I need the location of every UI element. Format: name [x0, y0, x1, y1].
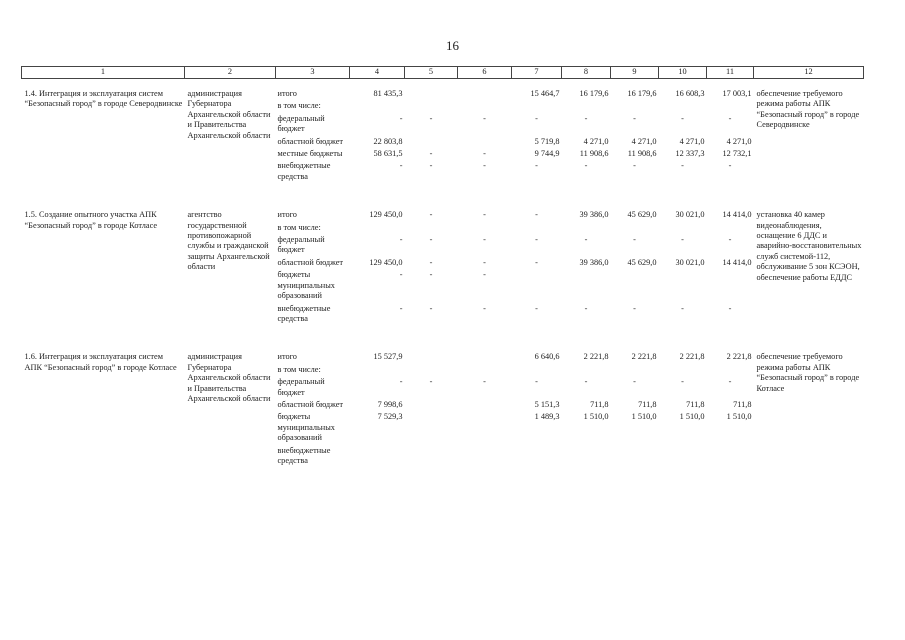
value-cell: -	[633, 161, 636, 171]
value-cell	[405, 137, 458, 149]
value-cell: 22 803,8	[373, 136, 403, 146]
row-label: итого	[277, 352, 297, 362]
value-cell: -	[483, 161, 486, 171]
value-cell: 4 271,0	[679, 136, 705, 146]
value-cell: 129 450,0	[369, 210, 403, 220]
value-cell: 1 510,0	[726, 412, 752, 422]
value-cell: 2 221,8	[631, 352, 657, 362]
section-name: 1.5. Создание опытного участка АПК “Безопасный город” в городе Котласе	[24, 210, 158, 230]
header-cell: 8	[562, 67, 611, 79]
value-cell	[562, 223, 611, 235]
value-cell	[562, 270, 611, 303]
value-cell: 12 337,3	[675, 149, 705, 159]
value-cell: -	[633, 113, 636, 123]
value-cell	[659, 446, 707, 469]
value-cell: 12 732,1	[722, 149, 752, 159]
value-cell: 711,8	[638, 399, 657, 409]
value-cell	[512, 223, 562, 235]
value-cell	[659, 365, 707, 377]
row-label: внебюджетные средства	[277, 445, 331, 465]
value-cell: 14 414,0	[722, 210, 752, 220]
value-cell: -	[633, 377, 636, 387]
value-cell: 711,8	[590, 399, 609, 409]
section-gap	[22, 184, 864, 200]
value-cell	[405, 101, 458, 113]
header-cell: 1	[22, 67, 185, 79]
value-cell	[405, 79, 458, 102]
value-cell: 5 151,3	[534, 399, 560, 409]
value-cell: 4 271,0	[726, 136, 752, 146]
value-cell	[350, 446, 405, 469]
header-cell: 2	[185, 67, 276, 79]
section-executor: администрация Губернатора Архангельской области и Правительства Архангельской области	[187, 89, 271, 140]
value-cell: -	[681, 377, 684, 387]
value-cell: 9 744,9	[534, 149, 560, 159]
value-cell	[405, 400, 458, 412]
value-cell: 711,8	[733, 399, 752, 409]
value-cell: 81 435,3	[373, 89, 403, 98]
value-cell: 15 527,9	[373, 352, 403, 362]
value-cell: 6 640,6	[534, 352, 560, 362]
value-cell: -	[483, 235, 486, 245]
value-cell: -	[584, 235, 588, 245]
row-label: федеральный бюджет	[277, 113, 325, 134]
value-cell: -	[728, 161, 732, 171]
table-body	[22, 79, 864, 469]
value-cell	[611, 446, 659, 469]
header-cell: 5	[405, 67, 458, 79]
row-label: в том числе:	[277, 222, 321, 232]
value-cell: 16 179,6	[579, 89, 609, 98]
value-cell	[707, 270, 754, 303]
value-cell	[458, 223, 512, 235]
value-cell	[707, 223, 754, 235]
value-cell	[458, 137, 512, 149]
value-cell: 7 529,3	[377, 412, 403, 422]
value-cell	[458, 342, 512, 364]
value-cell: -	[584, 377, 588, 387]
row-label: внебюджетные средства	[277, 303, 331, 323]
value-cell: 45 629,0	[627, 210, 657, 220]
value-cell	[611, 365, 659, 377]
value-cell: -	[483, 257, 486, 267]
value-cell: -	[584, 113, 588, 123]
value-cell	[512, 101, 562, 113]
value-cell: -	[584, 303, 588, 313]
value-cell	[562, 365, 611, 377]
value-cell	[405, 342, 458, 364]
value-cell	[611, 101, 659, 113]
value-cell: 4 271,0	[583, 136, 609, 146]
value-cell: 39 386,0	[579, 257, 609, 267]
row-label: бюджеты муниципальных образований	[277, 412, 335, 443]
value-cell	[512, 446, 562, 469]
value-cell: -	[483, 113, 486, 123]
section-executor: агентство государственной противопожарной службы и гражданской защиты Архангельской области	[187, 210, 270, 272]
value-cell: 2 221,8	[679, 352, 705, 362]
value-cell: 11 908,6	[627, 149, 657, 159]
value-cell: 129 450,0	[369, 257, 403, 267]
value-cell: -	[535, 377, 538, 387]
value-cell: 4 271,0	[631, 136, 657, 146]
row-label: областной бюджет	[277, 136, 344, 146]
header-cell: 7	[512, 67, 562, 79]
value-cell: 15 464,7	[530, 89, 560, 98]
value-cell	[458, 446, 512, 469]
value-cell: -	[429, 257, 433, 267]
value-cell	[512, 365, 562, 377]
value-cell: 39 386,0	[579, 210, 609, 220]
value-cell	[458, 365, 512, 377]
value-cell: -	[681, 113, 684, 123]
header-cell: 11	[707, 67, 754, 79]
header-cell: 6	[458, 67, 512, 79]
value-cell: -	[535, 161, 538, 171]
value-cell: -	[483, 303, 486, 313]
value-cell: -	[483, 149, 486, 159]
value-cell	[659, 270, 707, 303]
value-cell	[562, 101, 611, 113]
row-label: местные бюджеты	[277, 149, 343, 159]
header-cell: 3	[276, 67, 350, 79]
value-cell: -	[483, 210, 486, 220]
value-cell: -	[535, 257, 538, 267]
value-cell: -	[399, 303, 403, 313]
section-result: обеспечение требуемого режима работы АПК “Безопасный город” в городе Котласе	[756, 352, 860, 393]
value-cell: -	[728, 113, 732, 123]
value-cell	[562, 446, 611, 469]
value-cell: -	[535, 235, 538, 245]
value-cell: -	[429, 161, 433, 171]
header-cell: 12	[754, 67, 864, 79]
value-cell: 2 221,8	[583, 352, 609, 362]
section-gap	[22, 326, 864, 342]
section-name: 1.4. Интеграция и эксплуатация систем “Безопасный город” в городе Северодвинске	[24, 89, 183, 109]
value-cell	[707, 365, 754, 377]
value-cell: -	[399, 113, 403, 123]
value-cell	[512, 270, 562, 303]
value-cell	[405, 412, 458, 445]
header-cell: 9	[611, 67, 659, 79]
value-cell: -	[429, 377, 433, 387]
row-label: итого	[277, 89, 297, 98]
section-result: обеспечение требуемого режима работы АПК “Безопасный город” в городе Северодвинске	[756, 89, 860, 130]
row-label: внебюджетные средства	[277, 161, 331, 181]
value-cell	[405, 223, 458, 235]
value-cell: -	[483, 377, 486, 387]
value-cell	[350, 101, 405, 113]
header-cell: 10	[659, 67, 707, 79]
value-cell	[350, 365, 405, 377]
value-cell: 5 719,8	[534, 136, 560, 146]
value-cell: 7 998,6	[377, 399, 403, 409]
value-cell: 14 414,0	[722, 257, 752, 267]
value-cell: -	[429, 270, 433, 280]
value-cell	[350, 223, 405, 235]
section-name: 1.6. Интеграция и эксплуатация систем АПК “Безопасный город” в городе Котласе	[24, 352, 177, 372]
value-cell: -	[633, 303, 636, 313]
value-cell: -	[429, 210, 433, 220]
row-label: федеральный бюджет	[277, 235, 325, 255]
row-label: областной бюджет	[277, 257, 344, 267]
value-cell: -	[633, 235, 636, 245]
value-cell: -	[429, 149, 433, 159]
value-cell: -	[728, 303, 732, 313]
value-cell	[707, 101, 754, 113]
table-row	[22, 200, 864, 222]
value-cell: 30 021,0	[675, 210, 705, 220]
value-cell	[611, 223, 659, 235]
row-label: в том числе:	[277, 364, 321, 374]
section-result: установка 40 камер видеонаблюдения, оснащение 6 ДДС и аварийно-восстановительных служб системой-112, обслуживание 5 зон КСЭОН, обеспечение работы ЕДДС	[756, 210, 862, 282]
value-cell	[659, 101, 707, 113]
value-cell	[458, 400, 512, 412]
value-cell: 16 608,3	[675, 89, 705, 98]
table-row	[22, 79, 864, 102]
value-cell: -	[399, 377, 403, 387]
value-cell: -	[483, 270, 486, 280]
value-cell: 30 021,0	[675, 257, 705, 267]
value-cell: 1 489,3	[534, 412, 560, 422]
value-cell: 17 003,1	[722, 89, 752, 98]
value-cell: -	[681, 303, 684, 313]
gap-cell	[22, 184, 864, 200]
value-cell: 1 510,0	[631, 412, 657, 422]
value-cell: -	[584, 161, 588, 171]
value-cell: 2 221,8	[726, 352, 752, 362]
value-cell: 58 631,5	[373, 149, 403, 159]
value-cell: -	[728, 235, 732, 245]
value-cell: -	[429, 113, 433, 123]
value-cell: -	[535, 210, 538, 220]
table-row	[22, 342, 864, 364]
row-label: федеральный бюджет	[277, 377, 325, 397]
value-cell: 45 629,0	[627, 257, 657, 267]
row-label: в том числе:	[277, 101, 321, 111]
page-number: 16	[446, 38, 459, 53]
value-cell: -	[535, 303, 538, 313]
value-cell: -	[429, 235, 433, 245]
value-cell: -	[399, 235, 403, 245]
value-cell	[707, 446, 754, 469]
header-cell: 4	[350, 67, 405, 79]
row-label: областной бюджет	[277, 399, 344, 409]
value-cell: -	[535, 113, 538, 123]
value-cell	[458, 412, 512, 445]
budget-table	[21, 66, 864, 468]
value-cell: 711,8	[686, 399, 705, 409]
value-cell: 1 510,0	[583, 412, 609, 422]
value-cell: -	[728, 377, 732, 387]
gap-cell	[22, 326, 864, 342]
value-cell: -	[399, 161, 403, 171]
row-label: итого	[277, 210, 297, 220]
value-cell	[405, 365, 458, 377]
value-cell: -	[681, 235, 684, 245]
value-cell: -	[399, 270, 403, 280]
value-cell	[659, 223, 707, 235]
value-cell	[458, 79, 512, 102]
value-cell	[611, 270, 659, 303]
value-cell: 11 908,6	[579, 149, 609, 159]
header-row	[22, 67, 864, 79]
value-cell: 1 510,0	[679, 412, 705, 422]
value-cell: -	[429, 303, 433, 313]
value-cell: 16 179,6	[627, 89, 657, 98]
value-cell	[458, 101, 512, 113]
value-cell	[405, 446, 458, 469]
value-cell: -	[681, 161, 684, 171]
row-label: бюджеты муниципальных образований	[277, 270, 335, 301]
section-executor: администрация Губернатора Архангельской области и Правительства Архангельской области	[187, 352, 271, 403]
